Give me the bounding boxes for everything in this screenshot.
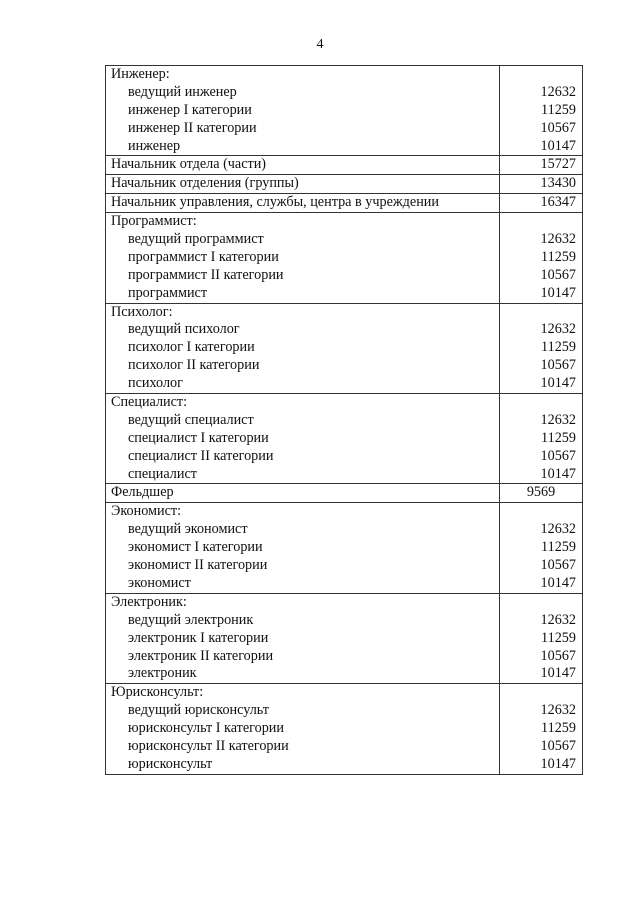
position-subtitle: программист I категории xyxy=(128,248,279,265)
salary-table-body xyxy=(106,66,583,775)
salary-cell xyxy=(500,66,583,156)
position-subtitle: электроник I категории xyxy=(128,629,269,646)
position-subtitle: электроник xyxy=(128,665,197,682)
salary-cell xyxy=(500,303,583,393)
salary-value: 11259 xyxy=(541,720,576,737)
salary-value: 10567 xyxy=(540,266,576,283)
position-subtitle: ведущий экономист xyxy=(128,521,248,538)
salary-value: 12632 xyxy=(540,702,576,719)
salary-cell xyxy=(500,593,583,683)
table-row xyxy=(106,175,583,194)
salary-value: 11259 xyxy=(541,629,576,646)
salary-value: 10147 xyxy=(540,574,576,591)
position-cell xyxy=(106,175,500,194)
position-subtitle: психолог II категории xyxy=(128,357,260,374)
position-title: Начальник отдела (части) xyxy=(111,156,267,173)
position-cell xyxy=(106,394,500,484)
position-cell xyxy=(106,484,500,503)
position-subtitle: ведущий психолог xyxy=(128,321,240,338)
table-row xyxy=(106,194,583,213)
position-subtitle: ведущий программист xyxy=(128,231,264,248)
salary-cell xyxy=(500,394,583,484)
salary-value xyxy=(500,684,576,702)
salary-cell xyxy=(500,503,583,593)
salary-value: 10147 xyxy=(540,755,576,772)
salary-value: 15727 xyxy=(540,156,576,173)
position-title: Юрисконсульт: xyxy=(111,684,204,701)
position-cell xyxy=(106,156,500,175)
salary-value: 10147 xyxy=(540,665,576,682)
position-subtitle: ведущий инженер xyxy=(128,83,237,100)
position-cell xyxy=(106,66,500,156)
position-title: Психолог: xyxy=(111,303,173,320)
position-cell xyxy=(106,593,500,683)
position-title: Инженер: xyxy=(111,66,170,82)
position-subtitle: специалист I категории xyxy=(128,429,269,446)
table-row xyxy=(106,156,583,175)
position-subtitle: юрисконсульт II категории xyxy=(128,737,289,754)
salary-value: 16347 xyxy=(540,194,576,211)
position-title: Начальник управления, службы, центра в учреждении xyxy=(111,194,439,211)
position-title: Фельдшер xyxy=(111,484,174,501)
salary-value: 12632 xyxy=(540,83,576,100)
salary-value: 10567 xyxy=(540,357,576,374)
salary-value xyxy=(500,503,576,521)
position-subtitle: юрисконсульт I категории xyxy=(128,720,284,737)
position-subtitle: экономист xyxy=(128,574,191,591)
salary-value: 10567 xyxy=(540,447,576,464)
salary-cell xyxy=(500,156,583,175)
position-subtitle: специалист xyxy=(128,465,197,482)
position-subtitle: специалист II категории xyxy=(128,447,274,464)
page-number: 4 xyxy=(316,37,324,52)
position-cell xyxy=(106,213,500,303)
salary-cell xyxy=(500,194,583,213)
salary-cell xyxy=(500,684,583,774)
salary-value: 11259 xyxy=(541,101,576,118)
salary-value xyxy=(500,66,576,84)
salary-value: 10567 xyxy=(540,119,576,136)
salary-value: 11259 xyxy=(541,539,576,556)
position-subtitle: психолог xyxy=(128,375,183,392)
position-subtitle: юрисконсульт xyxy=(128,755,213,772)
position-subtitle: инженер xyxy=(128,137,181,154)
salary-value: 12632 xyxy=(540,411,576,428)
position-subtitle: инженер I категории xyxy=(128,101,252,118)
salary-cell xyxy=(500,213,583,303)
table-row xyxy=(106,303,583,393)
salary-value: 10147 xyxy=(540,137,576,154)
position-subtitle: электроник II категории xyxy=(128,647,274,664)
position-cell xyxy=(106,303,500,393)
salary-value: 9569 xyxy=(526,484,556,501)
position-title: Электроник: xyxy=(111,593,187,610)
position-title: Специалист: xyxy=(111,394,188,411)
salary-value: 12632 xyxy=(540,611,576,628)
salary-value: 12632 xyxy=(540,231,576,248)
position-title: Начальник отделения (группы) xyxy=(111,175,299,192)
salary-cell xyxy=(500,484,583,503)
salary-value: 11259 xyxy=(541,339,576,356)
salary-table xyxy=(105,65,583,775)
position-title: Экономист: xyxy=(111,503,182,520)
position-cell xyxy=(106,684,500,774)
position-subtitle: программист xyxy=(128,284,208,301)
salary-value: 11259 xyxy=(541,248,576,265)
salary-value: 10567 xyxy=(540,647,576,664)
table-row xyxy=(106,213,583,303)
position-title: Программист: xyxy=(111,213,197,230)
position-subtitle: экономист II категории xyxy=(128,557,268,574)
salary-value: 10147 xyxy=(540,284,576,301)
position-subtitle: психолог I категории xyxy=(128,339,255,356)
salary-value: 10147 xyxy=(540,375,576,392)
table-row xyxy=(106,503,583,593)
salary-value: 13430 xyxy=(540,175,576,192)
table-row xyxy=(106,394,583,484)
position-subtitle: экономист I категории xyxy=(128,539,263,556)
salary-value xyxy=(500,594,576,612)
position-subtitle: ведущий юрисконсульт xyxy=(128,702,269,719)
position-cell xyxy=(106,194,500,213)
salary-value: 11259 xyxy=(541,429,576,446)
table-row xyxy=(106,684,583,774)
salary-value xyxy=(500,394,576,412)
position-subtitle: инженер II категории xyxy=(128,119,257,136)
table-row xyxy=(106,66,583,156)
position-subtitle: ведущий электроник xyxy=(128,611,254,628)
position-cell xyxy=(106,503,500,593)
salary-value: 10147 xyxy=(540,465,576,482)
salary-value xyxy=(500,304,576,322)
table-row xyxy=(106,484,583,503)
table-row xyxy=(106,593,583,683)
salary-value: 12632 xyxy=(540,321,576,338)
salary-value: 10567 xyxy=(540,737,576,754)
salary-value: 10567 xyxy=(540,557,576,574)
salary-value: 12632 xyxy=(540,521,576,538)
salary-cell xyxy=(500,175,583,194)
salary-value xyxy=(500,213,576,231)
position-subtitle: ведущий специалист xyxy=(128,411,254,428)
position-subtitle: программист II категории xyxy=(128,266,284,283)
